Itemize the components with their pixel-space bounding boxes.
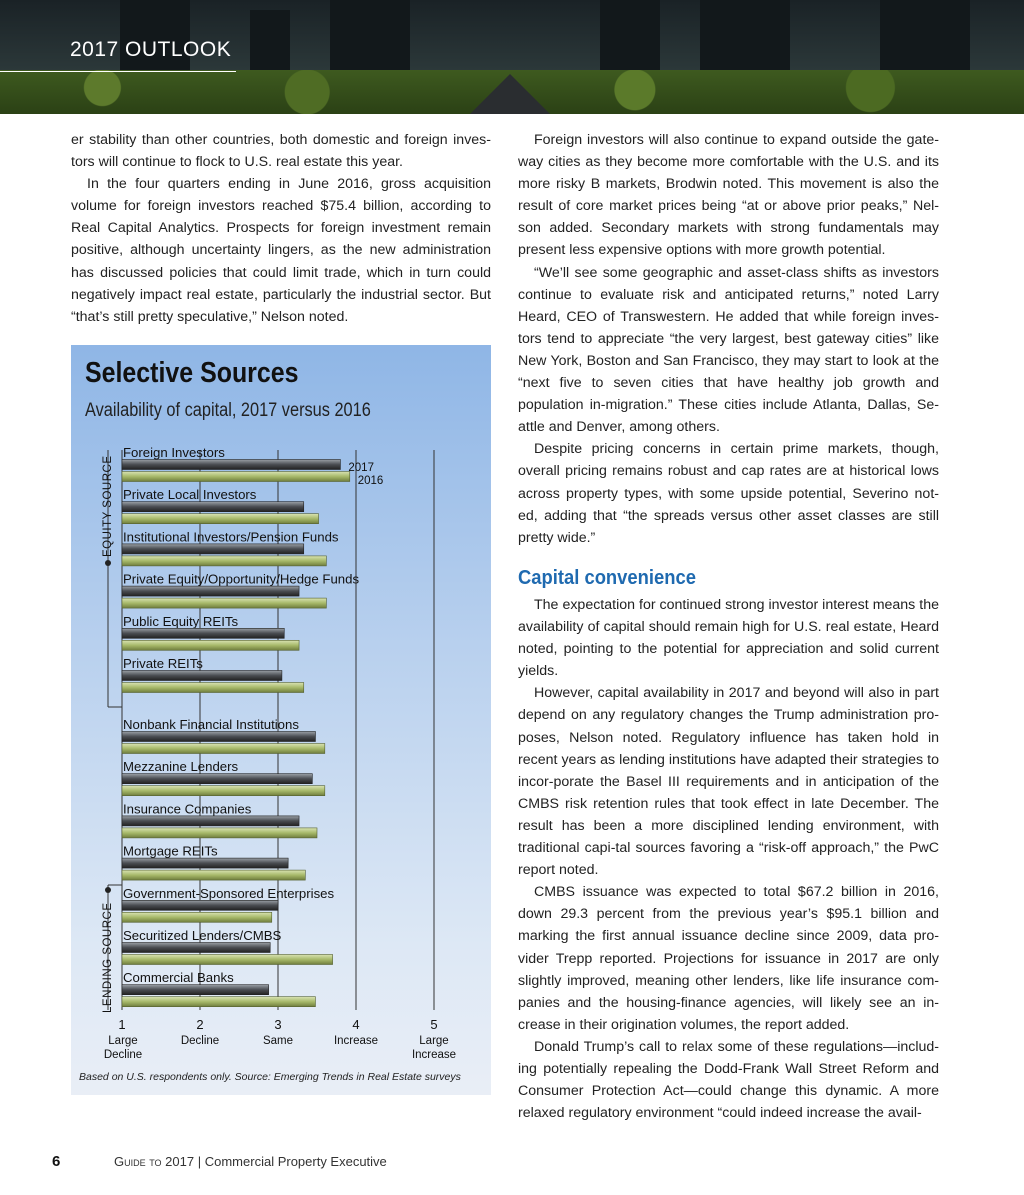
bar-2016: [122, 556, 326, 566]
footer-publication: [114, 1154, 387, 1169]
subheading: Capital convenience: [518, 567, 696, 589]
bar-2017: [122, 502, 304, 512]
chart-title: Selective Sources: [85, 357, 299, 389]
banner-building: [330, 0, 410, 80]
chart-subtitle: Availability of capital, 2017 versus 2016: [85, 400, 371, 421]
x-tick-sublabel: Large: [108, 1035, 138, 1047]
category-label: Nonbank Financial Institutions: [123, 717, 299, 732]
equity-bullet: [105, 560, 111, 566]
category-label: Commercial Banks: [123, 970, 234, 986]
section-title-rule: [0, 71, 236, 72]
footer-magazine: Commercial Property Executive: [204, 1154, 387, 1169]
bar-2017: [122, 943, 270, 953]
banner-road: [470, 74, 550, 114]
group-label-equity: EQUITY SOURCE: [102, 455, 114, 557]
bar-2016: [122, 598, 326, 608]
category-label: Mezzanine Lenders: [123, 759, 239, 775]
category-label: Public Equity REITs: [123, 613, 239, 629]
bar-2016: [122, 997, 315, 1007]
legend-2016: 2016: [357, 475, 384, 487]
bar-2017: [122, 985, 269, 995]
banner-building: [880, 0, 970, 80]
bar-2016: [122, 870, 305, 880]
bar-2016: [122, 828, 317, 838]
category-label: Insurance Companies: [123, 801, 252, 817]
bar-2016: [122, 640, 299, 650]
page-number: 6: [52, 1153, 61, 1170]
banner-building: [600, 0, 660, 80]
paragraph: CMBS issuance was expected to total $67.2 billion in 2016, down 29.3 percent from the previous year’s $95.1 billion and marking the first annual issuance decline since 2009, data pro-vider Trepp reported. Projections for issuance in 2017 are only slightly improved, meaning other lenders, like life insurance com-panies and the housing-finance agencies, will likely see an in-crease in their origination volumes, the report added.: [518, 884, 939, 1033]
chart-panel: [71, 345, 491, 1095]
x-tick-label: 5: [430, 1017, 438, 1032]
x-tick-label: 3: [274, 1017, 282, 1032]
bar-2017: [122, 774, 312, 784]
x-tick-sublabel: Decline: [103, 1049, 143, 1061]
paragraph: In the four quarters ending in June 2016, gross acquisition volume for foreign investors reached $75.4 billion, according to Real Capital Analytics. Prospects for foreign investment remain positive, although uncertainty lingers, as the new administration has discussed policies that could limit trade, which in turn could negatively impact real estate, particularly the industrial sector. But “that’s still pretty speculative,” Nelson noted.: [71, 176, 491, 325]
x-tick-sublabel: Increase: [333, 1035, 379, 1047]
legend-2017: 2017: [348, 462, 374, 474]
left-column: [71, 129, 491, 328]
capital-availability-chart: [71, 345, 491, 1095]
right-column-bottom: [518, 594, 939, 1124]
category-label: Foreign Investors: [123, 445, 225, 460]
category-label: Securitized Lenders/CMBS: [123, 928, 282, 943]
paragraph: However, capital availability in 2017 and beyond will also in part depend on any regulatory changes the Trump administration pro-poses, Nelson noted. Regulatory influence has taken hold in recent years as lending institutions have adapted their strategies to incor-porate the Basel III requirements and in anticipation of the CMBS risk retention rules that took effect in late December. The result has been a more disciplined lending environment, with traditional capi-tal sources favoring a “risk-off approach,” the PwC report noted.: [518, 685, 939, 879]
paragraph: “We’ll see some geographic and asset-class shifts as investors continue to evaluate risk and anticipated returns,” noted Larry Heard, CEO of Transwestern. He added that while foreign inves-tors tend to appreciate “the very largest, best gateway cities” like New York, Boston and San Francisco, they may start to look at the “next five to seven cities that have healthy job growth and population in-migration.” These cities include Atlanta, Dallas, Se-attle and Denver, among others.: [518, 264, 939, 436]
bar-2017: [122, 816, 299, 826]
category-label: Private REITs: [123, 656, 203, 671]
section-title: 2017 OUTLOOK: [70, 38, 232, 61]
bar-2017: [122, 671, 282, 681]
paragraph: er stability than other countries, both domestic and foreign inves-tors will continue to flock to U.S. real estate this year.: [71, 132, 491, 171]
bar-2016: [122, 514, 319, 524]
x-tick-label: 1: [118, 1017, 126, 1032]
chart-source: Based on U.S. respondents only. Source: Emerging Trends in Real Estate surveys: [79, 1071, 461, 1083]
paragraph: Donald Trump’s call to relax some of these regulations—includ-ing potentially repealing the Dodd-Frank Wall Street Reform and Consumer Protection Act—could change this dynamic. A more relaxed regulatory environment “could indeed increase the avail-: [518, 1038, 939, 1122]
x-tick-sublabel: Decline: [180, 1035, 220, 1047]
footer-separator: |: [197, 1154, 202, 1169]
category-label: Private Equity/Opportunity/Hedge Funds: [123, 571, 360, 587]
right-column-top: [518, 129, 939, 549]
banner-building: [700, 0, 790, 80]
footer-guide: Guide to 2017: [114, 1154, 195, 1169]
bar-2017: [122, 858, 288, 868]
bar-2016: [122, 472, 350, 482]
paragraph: The expectation for continued strong investor interest means the availability of capital should remain high for U.S. real estate, Heard noted, pointing to the potential for appreciation and solid current yields.: [518, 597, 939, 680]
bar-2017: [122, 460, 340, 470]
bar-2016: [122, 912, 272, 922]
paragraph: Foreign investors will also continue to expand outside the gate-way cities as they become more comfortable with the U.S. and its more risky B markets, Brodwin noted. This movement is also the result of core market prices being “at or above prior peaks,” Nel-son added. Secondary markets with strong fundamentals may present less expensive options with more growth potential.: [518, 132, 939, 259]
category-label: Private Local Investors: [123, 487, 257, 503]
bar-2017: [122, 586, 299, 596]
bar-2017: [122, 628, 284, 638]
bar-2017: [122, 544, 304, 554]
category-label: Mortgage REITs: [123, 843, 218, 859]
bar-2017: [122, 900, 278, 910]
bar-2016: [122, 955, 333, 965]
x-tick-sublabel: Increase: [411, 1049, 457, 1061]
bar-2016: [122, 786, 325, 796]
category-label: Institutional Investors/Pension Funds: [123, 529, 339, 545]
header-banner: [0, 0, 1024, 114]
group-label-lending: LENDING SOURCE: [102, 902, 114, 1013]
x-tick-sublabel: Large: [419, 1035, 449, 1047]
x-tick-sublabel: Same: [262, 1035, 294, 1047]
lending-bullet: [105, 887, 111, 893]
bar-2017: [122, 732, 315, 742]
paragraph: Despite pricing concerns in certain prime markets, though, overall pricing remains robust and cap rates are at historical lows across property types, with some upside potential, Severino not-ed, adding that “the spreads versus other asset classes are still pretty wide.”: [518, 441, 939, 546]
x-tick-label: 4: [352, 1017, 360, 1032]
bar-2016: [122, 744, 325, 754]
category-label: Government-Sponsored Enterprises: [123, 885, 335, 901]
bar-2016: [122, 683, 304, 693]
x-tick-label: 2: [196, 1017, 204, 1032]
